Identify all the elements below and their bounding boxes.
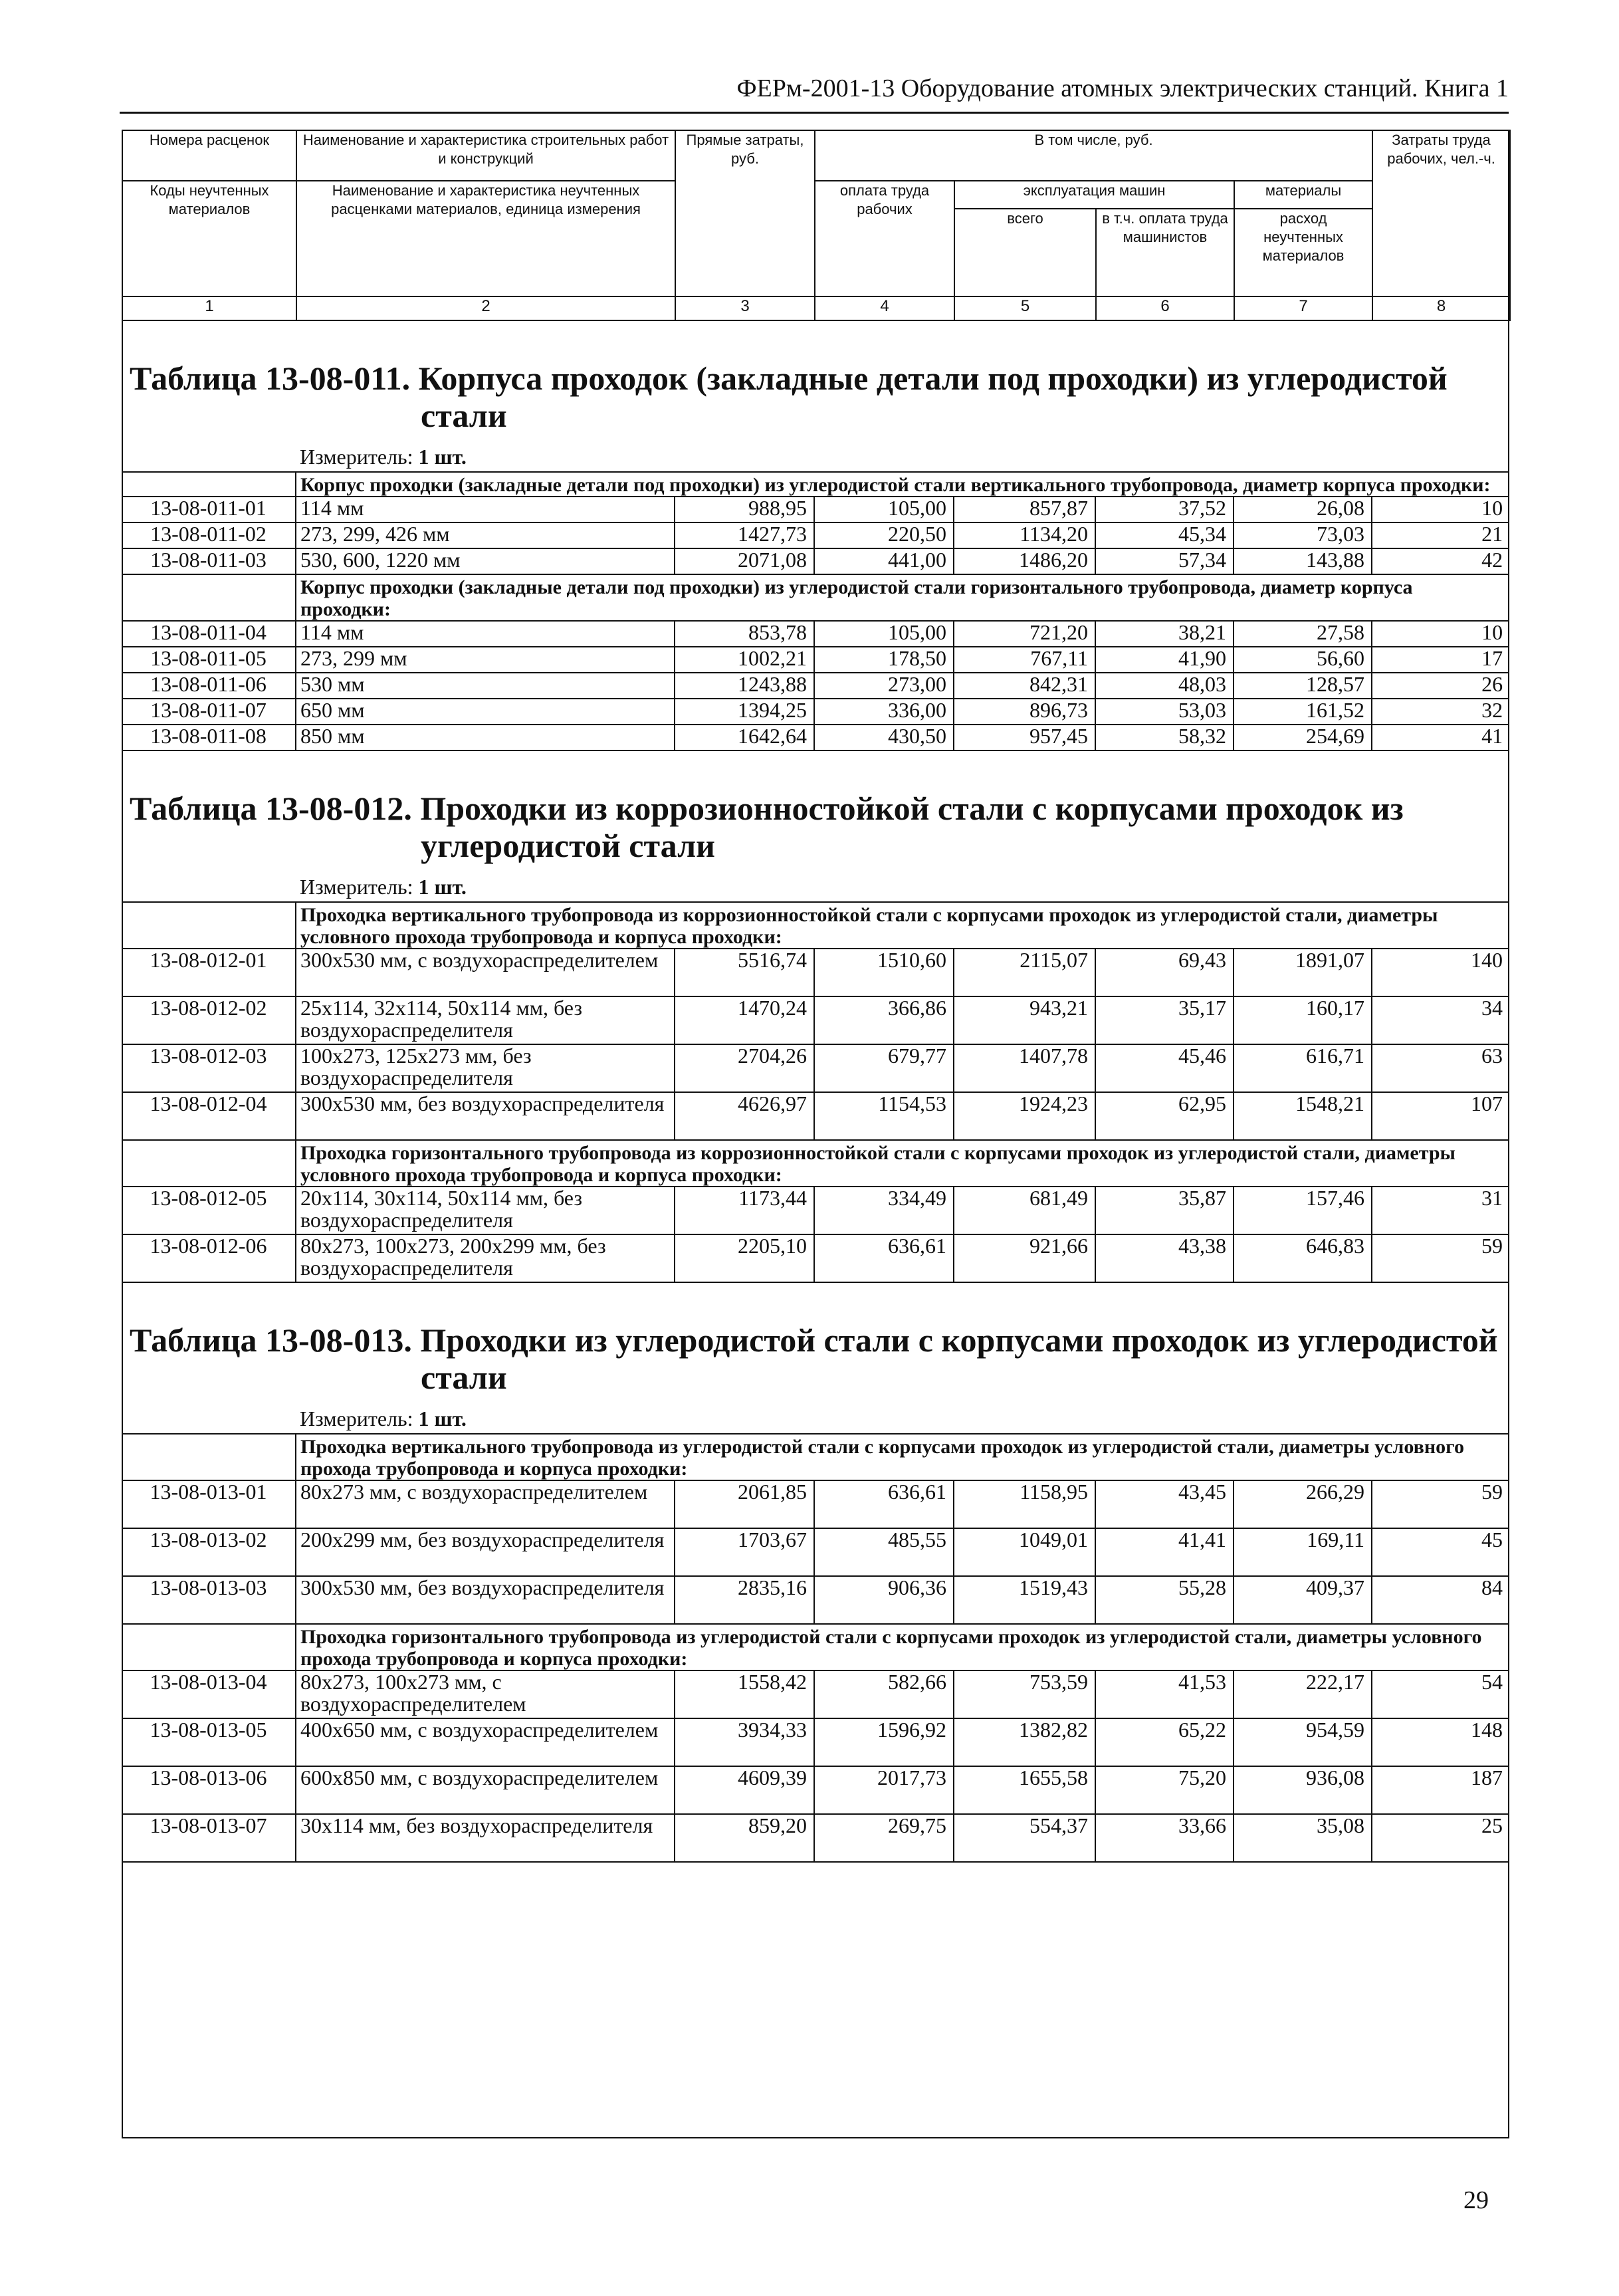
machines-total-cell: 857,87 — [954, 497, 1095, 522]
operators-pay-cell: 45,46 — [1095, 1044, 1234, 1092]
table-title-continuation: стали — [421, 397, 507, 434]
table-row — [122, 1814, 1509, 1862]
rates-table — [122, 903, 1509, 1283]
materials-cost-cell: 954,59 — [1234, 1718, 1372, 1766]
direct-costs-cell: 1427,73 — [675, 522, 814, 548]
operators-pay-cell: 69,43 — [1095, 949, 1234, 996]
labor-hours-cell: 17 — [1372, 647, 1509, 673]
direct-costs-cell: 1173,44 — [675, 1187, 814, 1234]
group-heading-spacer — [122, 1435, 296, 1480]
operators-pay-cell: 48,03 — [1095, 673, 1234, 699]
operators-pay-cell: 75,20 — [1095, 1766, 1234, 1814]
materials-cost-cell: 1891,07 — [1234, 949, 1372, 996]
col5-header: всего — [954, 209, 1096, 296]
labor-hours-cell: 21 — [1372, 522, 1509, 548]
direct-costs-cell: 5516,74 — [675, 949, 814, 996]
table-row — [122, 1044, 1509, 1092]
group-heading: Проходка вертикального трубопровода из коррозионностойкой стали с корпусами проходок из углеродистой стали, диаметры условного прохода трубопровода и корпуса проходки: — [296, 903, 1509, 949]
table-title — [122, 790, 1509, 864]
operators-pay-cell: 65,22 — [1095, 1718, 1234, 1766]
table-row — [122, 725, 1509, 750]
direct-costs-cell: 1002,21 — [675, 647, 814, 673]
labor-pay-cell: 1596,92 — [814, 1718, 954, 1766]
work-name: 80х273, 100х273 мм, с воздухораспределителем — [296, 1670, 675, 1718]
labor-hours-cell: 42 — [1372, 548, 1509, 574]
work-name: 400х650 мм, с воздухораспределителем — [296, 1718, 675, 1766]
table-title — [122, 1321, 1509, 1396]
materials-cost-cell: 143,88 — [1234, 548, 1372, 574]
materials-cost-cell: 35,08 — [1234, 1814, 1372, 1862]
price-table-section — [122, 360, 1509, 751]
direct-costs-cell: 3934,33 — [675, 1718, 814, 1766]
materials-cost-cell: 27,58 — [1234, 621, 1372, 647]
table-row — [122, 497, 1509, 522]
rate-code: 13-08-013-01 — [122, 1480, 296, 1528]
work-name: 20х114, 30х114, 50х114 мм, без воздухораспределителя — [296, 1187, 675, 1234]
direct-costs-cell: 2835,16 — [675, 1576, 814, 1624]
table-row — [122, 1766, 1509, 1814]
table-row — [122, 996, 1509, 1044]
labor-pay-cell: 178,50 — [814, 647, 954, 673]
col8-header: Затраты труда рабочих, чел.-ч. — [1372, 130, 1510, 296]
group-heading-spacer — [122, 1140, 296, 1187]
rate-code: 13-08-013-04 — [122, 1670, 296, 1718]
group-heading: Корпус проходки (закладные детали под проходки) из углеродистой стали горизонтального трубопровода, диаметр корпуса проходки: — [296, 574, 1509, 621]
rate-code: 13-08-011-06 — [122, 673, 296, 699]
price-tables — [122, 360, 1509, 1863]
labor-pay-cell: 1510,60 — [814, 949, 954, 996]
table-row — [122, 673, 1509, 699]
direct-costs-cell: 2704,26 — [675, 1044, 814, 1092]
materials-cost-cell: 56,60 — [1234, 647, 1372, 673]
rate-code: 13-08-011-08 — [122, 725, 296, 750]
work-name: 80х273, 100х273, 200х299 мм, без воздухораспределителя — [296, 1234, 675, 1282]
machines-total-cell: 1486,20 — [954, 548, 1095, 574]
work-name: 30х114 мм, без воздухораспределителя — [296, 1814, 675, 1862]
rate-code: 13-08-012-02 — [122, 996, 296, 1044]
rate-code: 13-08-013-07 — [122, 1814, 296, 1862]
operators-pay-cell: 38,21 — [1095, 621, 1234, 647]
labor-hours-cell: 59 — [1372, 1480, 1509, 1528]
labor-hours-cell: 59 — [1372, 1234, 1509, 1282]
col1-bottom-header: Коды неучтенных материалов — [122, 181, 296, 296]
work-name: 300х530 мм, без воздухораспределителя — [296, 1576, 675, 1624]
operators-pay-cell: 57,34 — [1095, 548, 1234, 574]
materials-cost-cell: 169,11 — [1234, 1528, 1372, 1576]
operators-pay-cell: 62,95 — [1095, 1092, 1234, 1140]
materials-cost-cell: 266,29 — [1234, 1480, 1372, 1528]
labor-pay-cell: 582,66 — [814, 1670, 954, 1718]
measure-unit — [122, 1405, 1509, 1435]
col6-header: в т.ч. оплата труда машинистов — [1096, 209, 1234, 296]
rate-code: 13-08-012-01 — [122, 949, 296, 996]
direct-costs-cell: 2205,10 — [675, 1234, 814, 1282]
work-name: 600х850 мм, с воздухораспределителем — [296, 1766, 675, 1814]
work-name: 530 мм — [296, 673, 675, 699]
rates-table — [122, 1435, 1509, 1863]
group-heading: Проходка горизонтального трубопровода из углеродистой стали с корпусами проходок из углеродистой стали, диаметры условного прохода трубопровода и корпуса проходки: — [296, 1624, 1509, 1670]
materials-cost-cell: 409,37 — [1234, 1576, 1372, 1624]
measure-unit — [122, 443, 1509, 473]
rate-code: 13-08-013-06 — [122, 1766, 296, 1814]
labor-hours-cell: 10 — [1372, 621, 1509, 647]
column-header-table — [122, 130, 1511, 321]
measure-value: 1 шт. — [418, 445, 467, 469]
machines-total-cell: 896,73 — [954, 699, 1095, 725]
labor-pay-cell: 906,36 — [814, 1576, 954, 1624]
materials-cost-cell: 157,46 — [1234, 1187, 1372, 1234]
group-heading-spacer — [122, 574, 296, 621]
col-number: 1 — [122, 296, 296, 320]
machines-total-cell: 1407,78 — [954, 1044, 1095, 1092]
labor-pay-cell: 334,49 — [814, 1187, 954, 1234]
direct-costs-cell: 1394,25 — [675, 699, 814, 725]
machines-total-cell: 681,49 — [954, 1187, 1095, 1234]
operators-pay-cell: 43,38 — [1095, 1234, 1234, 1282]
machines-total-cell: 2115,07 — [954, 949, 1095, 996]
rate-code: 13-08-012-04 — [122, 1092, 296, 1140]
labor-pay-cell: 679,77 — [814, 1044, 954, 1092]
table-row — [122, 1187, 1509, 1234]
work-name: 300х530 мм, с воздухораспределителем — [296, 949, 675, 996]
table-row — [122, 1528, 1509, 1576]
direct-costs-cell: 2061,85 — [675, 1480, 814, 1528]
materials-cost-cell: 26,08 — [1234, 497, 1372, 522]
materials-cost-cell: 646,83 — [1234, 1234, 1372, 1282]
measure-value: 1 шт. — [418, 1407, 467, 1431]
materials-cost-cell: 1548,21 — [1234, 1092, 1372, 1140]
labor-pay-cell: 366,86 — [814, 996, 954, 1044]
table-title-line: Таблица 13-08-011. Корпуса проходок (закладные детали под проходки) из углеродистой — [130, 360, 1448, 397]
work-name: 273, 299, 426 мм — [296, 522, 675, 548]
running-header — [120, 72, 1509, 114]
table-row — [122, 1718, 1509, 1766]
materials-cost-cell: 222,17 — [1234, 1670, 1372, 1718]
labor-hours-cell: 10 — [1372, 497, 1509, 522]
machines-total-cell: 753,59 — [954, 1670, 1095, 1718]
labor-hours-cell: 187 — [1372, 1766, 1509, 1814]
operators-pay-cell: 55,28 — [1095, 1576, 1234, 1624]
measure-value: 1 шт. — [418, 875, 467, 899]
price-table-section — [122, 790, 1509, 1283]
machines-total-cell: 1134,20 — [954, 522, 1095, 548]
group-heading-row — [122, 1140, 1509, 1187]
rates-table — [122, 473, 1509, 751]
work-name: 200х299 мм, без воздухораспределителя — [296, 1528, 675, 1576]
direct-costs-cell: 859,20 — [675, 1814, 814, 1862]
measure-label: Измеритель: — [300, 445, 413, 469]
machines-total-cell: 842,31 — [954, 673, 1095, 699]
work-name: 530, 600, 1220 мм — [296, 548, 675, 574]
table-row — [122, 699, 1509, 725]
operators-pay-cell: 37,52 — [1095, 497, 1234, 522]
operators-pay-cell: 53,03 — [1095, 699, 1234, 725]
labor-pay-cell: 1154,53 — [814, 1092, 954, 1140]
work-name: 300х530 мм, без воздухораспределителя — [296, 1092, 675, 1140]
rate-code: 13-08-011-04 — [122, 621, 296, 647]
group-heading-row — [122, 473, 1509, 497]
materials-header: материалы — [1234, 181, 1372, 209]
materials-cost-cell: 254,69 — [1234, 725, 1372, 750]
rate-code: 13-08-013-05 — [122, 1718, 296, 1766]
table-row — [122, 1670, 1509, 1718]
table-row — [122, 949, 1509, 996]
materials-cost-cell: 616,71 — [1234, 1044, 1372, 1092]
table-row — [122, 647, 1509, 673]
machines-total-cell: 1519,43 — [954, 1576, 1095, 1624]
operators-pay-cell: 41,53 — [1095, 1670, 1234, 1718]
running-title: ФЕРм-2001-13 Оборудование атомных электрических станций. Книга 1 — [736, 74, 1509, 102]
labor-pay-cell: 336,00 — [814, 699, 954, 725]
direct-costs-cell: 1470,24 — [675, 996, 814, 1044]
rate-code: 13-08-011-02 — [122, 522, 296, 548]
labor-pay-cell: 2017,73 — [814, 1766, 954, 1814]
operators-pay-cell: 35,87 — [1095, 1187, 1234, 1234]
table-row — [122, 1234, 1509, 1282]
work-name: 273, 299 мм — [296, 647, 675, 673]
rate-code: 13-08-012-06 — [122, 1234, 296, 1282]
work-name: 100х273, 125х273 мм, без воздухораспределителя — [296, 1044, 675, 1092]
measure-unit — [122, 873, 1509, 903]
rate-code: 13-08-011-05 — [122, 647, 296, 673]
col2-bottom-header: Наименование и характеристика неучтенных расценками материалов, единица измерения — [296, 181, 675, 296]
table-row — [122, 1480, 1509, 1528]
labor-hours-cell: 84 — [1372, 1576, 1509, 1624]
rate-code: 13-08-013-03 — [122, 1576, 296, 1624]
labor-hours-cell: 54 — [1372, 1670, 1509, 1718]
direct-costs-cell: 1558,42 — [675, 1670, 814, 1718]
col-number: 7 — [1234, 296, 1372, 320]
rate-code: 13-08-011-01 — [122, 497, 296, 522]
col1-top-header: Номера расценок — [122, 130, 296, 181]
machines-total-cell: 957,45 — [954, 725, 1095, 750]
rate-code: 13-08-012-03 — [122, 1044, 296, 1092]
machines-total-cell: 1655,58 — [954, 1766, 1095, 1814]
table-row — [122, 1576, 1509, 1624]
group-heading-row — [122, 1624, 1509, 1670]
labor-hours-cell: 148 — [1372, 1718, 1509, 1766]
materials-cost-cell: 128,57 — [1234, 673, 1372, 699]
labor-pay-cell: 269,75 — [814, 1814, 954, 1862]
work-name: 25х114, 32х114, 50х114 мм, без воздухораспределителя — [296, 996, 675, 1044]
operators-pay-cell: 41,41 — [1095, 1528, 1234, 1576]
group-heading-row — [122, 1435, 1509, 1480]
col-number: 2 — [296, 296, 675, 320]
labor-hours-cell: 25 — [1372, 1814, 1509, 1862]
materials-cost-cell: 160,17 — [1234, 996, 1372, 1044]
price-table-section — [122, 1321, 1509, 1863]
labor-hours-cell: 45 — [1372, 1528, 1509, 1576]
work-name: 850 мм — [296, 725, 675, 750]
table-title-continuation: стали — [421, 1359, 507, 1396]
direct-costs-cell: 988,95 — [675, 497, 814, 522]
labor-hours-cell: 140 — [1372, 949, 1509, 996]
group-heading-spacer — [122, 1624, 296, 1670]
col3-header: Прямые затраты, руб. — [675, 130, 815, 296]
materials-cost-cell: 936,08 — [1234, 1766, 1372, 1814]
work-name: 80х273 мм, с воздухораспределителем — [296, 1480, 675, 1528]
direct-costs-cell: 853,78 — [675, 621, 814, 647]
labor-pay-cell: 273,00 — [814, 673, 954, 699]
operators-pay-cell: 33,66 — [1095, 1814, 1234, 1862]
group-heading: Проходка вертикального трубопровода из углеродистой стали с корпусами проходок из углеродистой стали, диаметры условного прохода трубопровода и корпуса проходки: — [296, 1435, 1509, 1480]
direct-costs-cell: 2071,08 — [675, 548, 814, 574]
work-name: 114 мм — [296, 497, 675, 522]
group-heading: Проходка горизонтального трубопровода из коррозионностойкой стали с корпусами проходок из углеродистой стали, диаметры условного прохода трубопровода и корпуса проходки: — [296, 1140, 1509, 1187]
rate-code: 13-08-013-02 — [122, 1528, 296, 1576]
col-number: 8 — [1372, 296, 1510, 320]
table-title — [122, 360, 1509, 434]
labor-hours-cell: 32 — [1372, 699, 1509, 725]
table-title-line: Таблица 13-08-012. Проходки из коррозионностойкой стали с корпусами проходок из — [130, 790, 1404, 827]
group-heading-row — [122, 574, 1509, 621]
table-row — [122, 621, 1509, 647]
labor-hours-cell: 107 — [1372, 1092, 1509, 1140]
operators-pay-cell: 58,32 — [1095, 725, 1234, 750]
col-number: 4 — [815, 296, 954, 320]
machines-total-cell: 943,21 — [954, 996, 1095, 1044]
table-title-line: Таблица 13-08-013. Проходки из углеродистой стали с корпусами проходок из углеродистой — [130, 1321, 1498, 1359]
rate-code: 13-08-012-05 — [122, 1187, 296, 1234]
labor-pay-cell: 105,00 — [814, 621, 954, 647]
col4-header: оплата труда рабочих — [815, 181, 954, 296]
col2-top-header: Наименование и характеристика строительных работ и конструкций — [296, 130, 675, 181]
col7-header: расход неучтенных материалов — [1234, 209, 1372, 296]
group-heading-spacer — [122, 903, 296, 949]
machines-total-cell: 1382,82 — [954, 1718, 1095, 1766]
materials-cost-cell: 73,03 — [1234, 522, 1372, 548]
measure-label: Измеритель: — [300, 875, 413, 899]
document-body — [122, 130, 1509, 1863]
operators-pay-cell: 35,17 — [1095, 996, 1234, 1044]
table-row — [122, 1092, 1509, 1140]
machines-total-cell: 1924,23 — [954, 1092, 1095, 1140]
direct-costs-cell: 1642,64 — [675, 725, 814, 750]
group-heading-spacer — [122, 473, 296, 497]
labor-pay-cell: 485,55 — [814, 1528, 954, 1576]
machines-total-cell: 1158,95 — [954, 1480, 1095, 1528]
labor-pay-cell: 430,50 — [814, 725, 954, 750]
labor-pay-cell: 105,00 — [814, 497, 954, 522]
col-number: 5 — [954, 296, 1096, 320]
labor-hours-cell: 34 — [1372, 996, 1509, 1044]
work-name: 114 мм — [296, 621, 675, 647]
operators-pay-cell: 43,45 — [1095, 1480, 1234, 1528]
page-number: 29 — [1463, 2186, 1489, 2214]
work-name: 650 мм — [296, 699, 675, 725]
operators-pay-cell: 45,34 — [1095, 522, 1234, 548]
group-heading: Корпус проходки (закладные детали под проходки) из углеродистой стали вертикального трубопровода, диаметр корпуса проходки: — [296, 473, 1509, 497]
table-row — [122, 548, 1509, 574]
rate-code: 13-08-011-03 — [122, 548, 296, 574]
direct-costs-cell: 1243,88 — [675, 673, 814, 699]
operators-pay-cell: 41,90 — [1095, 647, 1234, 673]
materials-cost-cell: 161,52 — [1234, 699, 1372, 725]
labor-pay-cell: 636,61 — [814, 1234, 954, 1282]
labor-pay-cell: 636,61 — [814, 1480, 954, 1528]
labor-hours-cell: 63 — [1372, 1044, 1509, 1092]
labor-hours-cell: 31 — [1372, 1187, 1509, 1234]
table-title-continuation: углеродистой стали — [421, 827, 715, 864]
machines-total-cell: 721,20 — [954, 621, 1095, 647]
direct-costs-cell: 1703,67 — [675, 1528, 814, 1576]
col-number: 3 — [675, 296, 815, 320]
labor-hours-cell: 41 — [1372, 725, 1509, 750]
direct-costs-cell: 4609,39 — [675, 1766, 814, 1814]
group-heading-row — [122, 903, 1509, 949]
col-number: 6 — [1096, 296, 1234, 320]
rate-code: 13-08-011-07 — [122, 699, 296, 725]
labor-pay-cell: 441,00 — [814, 548, 954, 574]
including-header: В том числе, руб. — [815, 130, 1372, 181]
labor-pay-cell: 220,50 — [814, 522, 954, 548]
table-row — [122, 522, 1509, 548]
machines-total-cell: 554,37 — [954, 1814, 1095, 1862]
machines-total-cell: 921,66 — [954, 1234, 1095, 1282]
machines-total-cell: 1049,01 — [954, 1528, 1095, 1576]
direct-costs-cell: 4626,97 — [675, 1092, 814, 1140]
machines-total-cell: 767,11 — [954, 647, 1095, 673]
machines-header: эксплуатация машин — [954, 181, 1234, 209]
measure-label: Измеритель: — [300, 1407, 413, 1431]
labor-hours-cell: 26 — [1372, 673, 1509, 699]
